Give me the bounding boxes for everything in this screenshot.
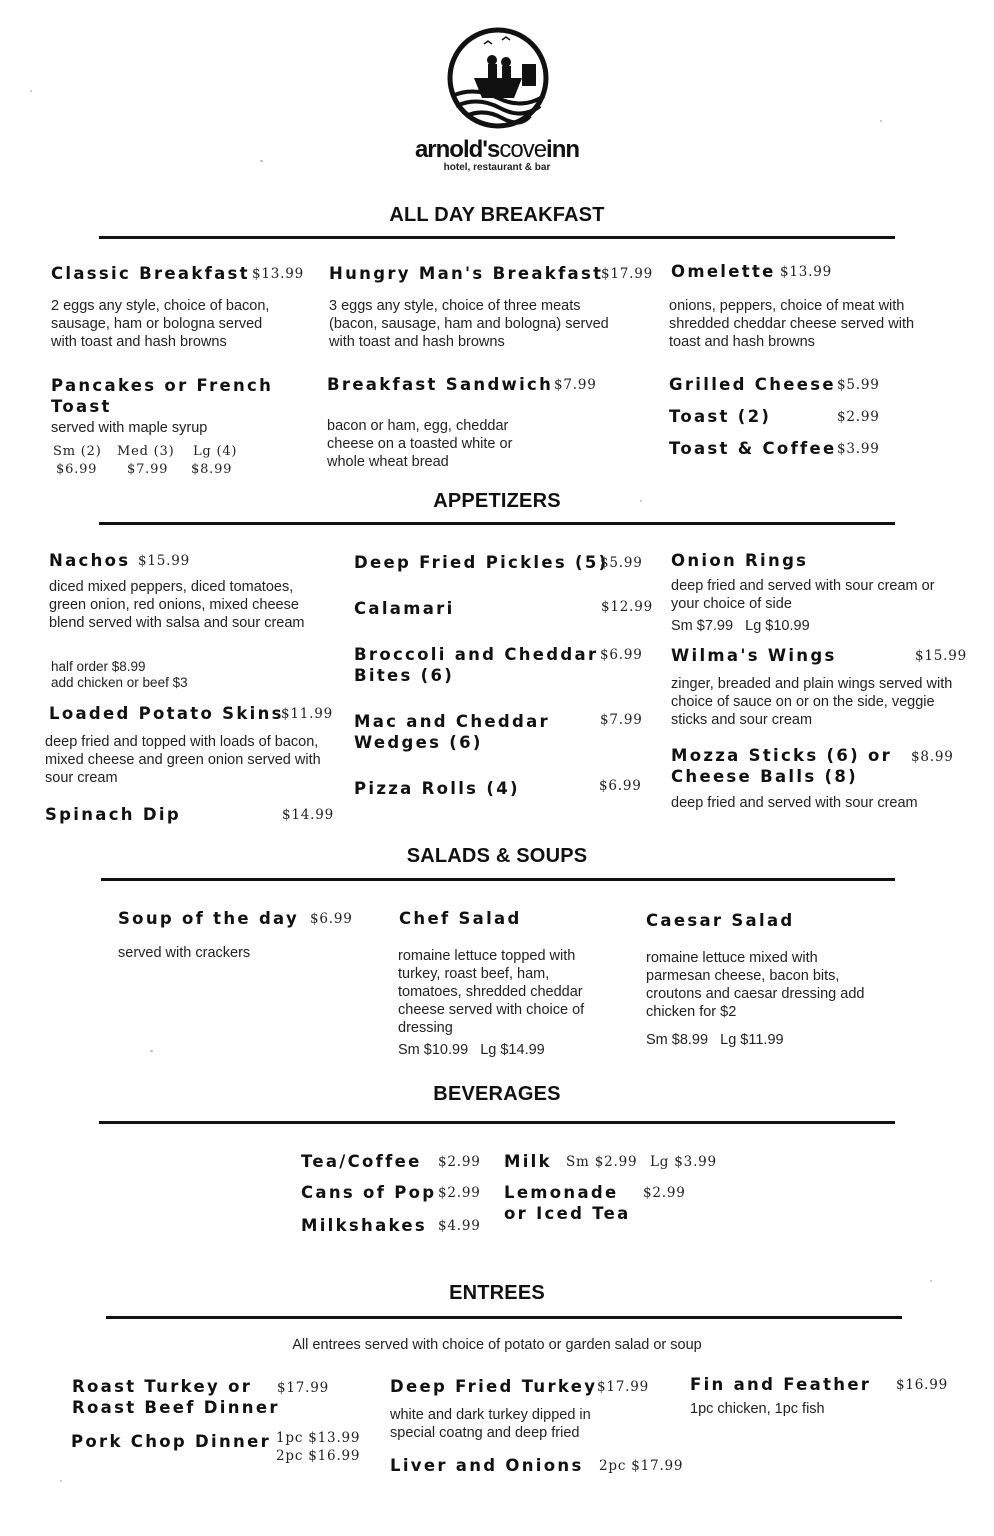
entrees-note: All entrees served with choice of potato or garden salad or soup: [292, 1337, 702, 1353]
liver-onions-price: 2pc $17.99: [599, 1458, 684, 1474]
caesar-salad-sizes: Sm $8.99 Lg $11.99: [646, 1032, 784, 1048]
beverages-title: BEVERAGES: [433, 1083, 561, 1105]
pancakes-med-label: Med (3): [117, 444, 175, 459]
potato-skins-name: Loaded Potato Skins: [49, 704, 284, 723]
mac-wedges-name: Mac and Cheddar Wedges (6): [354, 712, 550, 752]
nachos-desc: diced mixed peppers, diced tomatoes, green onion, red onions, mixed cheese blend served with salsa and sour cream: [49, 579, 305, 631]
pancakes-sm-price: $6.99: [56, 462, 98, 477]
milkshakes-price: $4.99: [438, 1218, 481, 1234]
broccoli-bites-name: Broccoli and Cheddar Bites (6): [354, 645, 599, 685]
chef-salad-sizes: Sm $10.99 Lg $14.99: [398, 1042, 545, 1058]
wilmas-wings-desc: zinger, breaded and plain wings served with choice of sauce on or on the side, veggie sticks and sour cream: [671, 676, 953, 728]
caesar-salad-desc: romaine lettuce mixed with parmesan cheese, bacon bits, croutons and caesar dressing add chicken for $2: [646, 950, 865, 1020]
breakfast-divider: [99, 236, 895, 239]
cans-of-pop-name: Cans of Pop: [301, 1183, 437, 1202]
liver-onions-name: Liver and Onions: [390, 1456, 584, 1475]
omelette-name: Omelette: [671, 262, 776, 281]
toast-coffee-name: Toast & Coffee: [669, 439, 837, 458]
pancakes-sm-label: Sm (2): [53, 444, 102, 459]
nachos-name: Nachos: [49, 551, 131, 570]
deep-fried-turkey-desc: white and dark turkey dipped in special coatng and deep fried: [390, 1407, 591, 1441]
milk-lg-price: Lg $3.99: [650, 1154, 717, 1170]
wilmas-wings-name: Wilma's Wings: [671, 646, 837, 665]
spinach-dip-name: Spinach Dip: [45, 805, 181, 824]
omelette-desc: onions, peppers, choice of meat with shredded cheddar cheese served with toast and hash browns: [669, 298, 915, 350]
appetizers-title: APPETIZERS: [433, 490, 561, 512]
grilled-cheese-name: Grilled Cheese: [669, 375, 836, 394]
onion-rings-sizes: Sm $7.99 Lg $10.99: [671, 618, 810, 634]
soup-name: Soup of the day: [118, 909, 300, 928]
classic-breakfast-name: Classic Breakfast: [51, 264, 250, 283]
nachos-price: $15.99: [138, 553, 191, 569]
nachos-half-order: half order $8.99: [51, 659, 146, 674]
pickles-name: Deep Fried Pickles (5): [354, 553, 609, 572]
pancakes-lg-label: Lg (4): [193, 444, 238, 459]
tea-coffee-name: Tea/Coffee: [301, 1152, 422, 1171]
roast-dinner-name: Roast Turkey or Roast Beef Dinner: [72, 1377, 280, 1417]
calamari-price: $12.99: [601, 599, 654, 615]
onion-rings-desc: deep fried and served with sour cream or your choice of side: [671, 578, 935, 612]
pizza-rolls-price: $6.99: [599, 778, 642, 794]
lemonade-price: $2.99: [643, 1185, 686, 1201]
deep-fried-turkey-name: Deep Fried Turkey: [390, 1377, 598, 1396]
spinach-dip-price: $14.99: [282, 807, 335, 823]
chef-salad-desc: romaine lettuce topped with turkey, roast beef, ham, tomatoes, shredded cheddar cheese served with choice of dressing: [398, 948, 585, 1036]
fin-feather-price: $16.99: [896, 1377, 949, 1393]
pork-chop-name: Pork Chop Dinner: [71, 1432, 272, 1451]
fin-feather-name: Fin and Feather: [690, 1375, 872, 1394]
deep-fried-turkey-price: $17.99: [597, 1379, 650, 1395]
breakfast-sandwich-desc: bacon or ham, egg, cheddar cheese on a toasted white or whole wheat bread: [327, 418, 513, 470]
grilled-cheese-price: $5.99: [837, 377, 880, 393]
tea-coffee-price: $2.99: [438, 1154, 481, 1170]
calamari-name: Calamari: [354, 599, 455, 618]
entrees-title: ENTREES: [449, 1282, 545, 1304]
pickles-price: $5.99: [600, 555, 643, 571]
pancakes-med-price: $7.99: [127, 462, 169, 477]
potato-skins-price: $11.99: [281, 706, 334, 722]
milkshakes-name: Milkshakes: [301, 1216, 427, 1235]
beverages-divider: [99, 1121, 895, 1124]
soup-price: $6.99: [310, 911, 353, 927]
logo-emblem-icon: [444, 26, 552, 130]
mac-wedges-price: $7.99: [600, 712, 643, 728]
classic-breakfast-price: $13.99: [252, 266, 305, 282]
pancakes-lg-price: $8.99: [191, 462, 233, 477]
omelette-price: $13.99: [780, 264, 833, 280]
mozza-sticks-price: $8.99: [911, 749, 954, 765]
salads-divider: [101, 878, 895, 881]
lemonade-name: Lemonade or Iced Tea: [504, 1183, 631, 1223]
salads-title: SALADS & SOUPS: [406, 845, 588, 867]
breakfast-title: ALL DAY BREAKFAST: [389, 204, 605, 226]
onion-rings-name: Onion Rings: [671, 551, 809, 570]
soup-desc: served with crackers: [118, 945, 251, 961]
hungry-man-name: Hungry Man's Breakfast: [329, 264, 604, 283]
milk-sm-price: Sm $2.99: [566, 1154, 638, 1170]
milk-name: Milk: [504, 1152, 552, 1171]
mozza-sticks-desc: deep fried and served with sour cream: [671, 795, 918, 811]
nachos-add-chicken: add chicken or beef $3: [51, 675, 188, 690]
pizza-rolls-name: Pizza Rolls (4): [354, 779, 520, 798]
hungry-man-desc: 3 eggs any style, choice of three meats (bacon, sausage, ham and bologna) served with toast and hash browns: [329, 298, 609, 350]
fin-feather-desc: 1pc chicken, 1pc fish: [690, 1401, 825, 1417]
toast-name: Toast (2): [669, 407, 772, 426]
wilmas-wings-price: $15.99: [915, 648, 968, 664]
classic-breakfast-desc: 2 eggs any style, choice of bacon, sausage, ham or bologna served with toast and hash browns: [51, 298, 270, 350]
toast-price: $2.99: [837, 409, 880, 425]
pancakes-name: Pancakes or French Toast: [51, 376, 274, 416]
breakfast-sandwich-price: $7.99: [554, 377, 597, 393]
roast-dinner-price: $17.99: [277, 1380, 330, 1396]
toast-coffee-price: $3.99: [837, 441, 880, 457]
potato-skins-desc: deep fried and topped with loads of bacon, mixed cheese and green onion served with sour cream: [45, 734, 321, 786]
caesar-salad-name: Caesar Salad: [646, 911, 795, 930]
appetizers-divider: [99, 522, 895, 525]
logo-wordmark: arnold'scoveinn: [414, 136, 580, 163]
cans-of-pop-price: $2.99: [438, 1185, 481, 1201]
mozza-sticks-name: Mozza Sticks (6) or Cheese Balls (8): [671, 746, 893, 786]
broccoli-bites-price: $6.99: [600, 647, 643, 663]
pork-chop-prices: 1pc $13.99 2pc $16.99: [276, 1430, 361, 1464]
logo-tagline: hotel, restaurant & bar: [443, 162, 551, 173]
entrees-divider: [106, 1316, 902, 1319]
pancakes-desc: served with maple syrup: [51, 420, 208, 436]
breakfast-sandwich-name: Breakfast Sandwich: [327, 375, 554, 394]
hungry-man-price: $17.99: [601, 266, 654, 282]
chef-salad-name: Chef Salad: [399, 909, 522, 928]
